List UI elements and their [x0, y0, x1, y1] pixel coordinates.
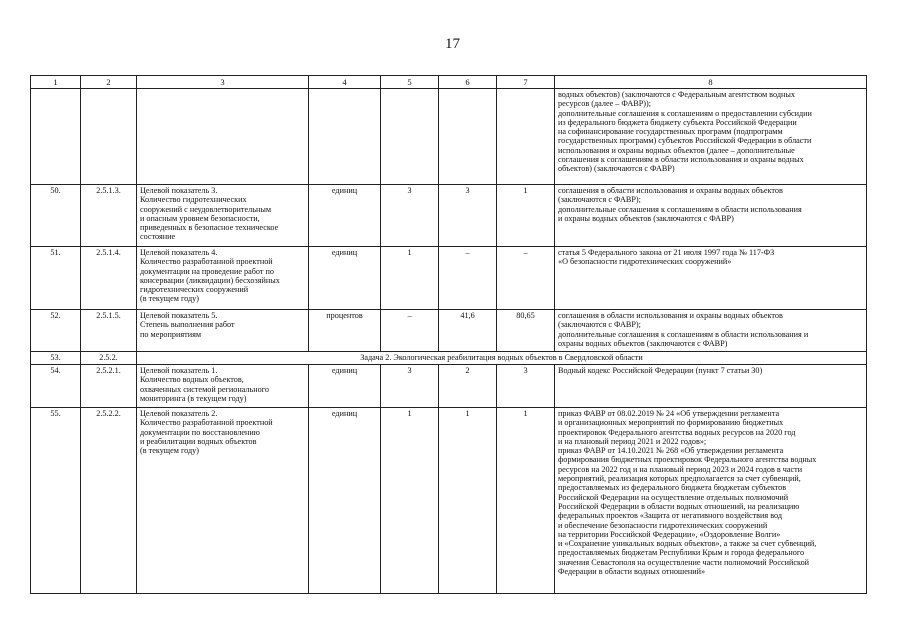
indicators-table: [30, 75, 867, 594]
cell-empty: [497, 89, 555, 185]
cell-row-number: 51.: [31, 247, 81, 310]
cell-value: 3: [381, 185, 439, 247]
cell-row-number: 54.: [31, 365, 81, 408]
task-heading: Задача 2. Экологическая реабилитация водных объектов в Свердловской области: [137, 352, 867, 365]
cell-empty: [81, 89, 137, 185]
table-row: [31, 247, 867, 310]
cell-value: 1: [439, 408, 497, 594]
cell-row-number: 53.: [31, 352, 81, 365]
cell-value: 1: [497, 185, 555, 247]
cell-indicator: Целевой показатель 5. Степень выполнения работ по мероприятиям: [137, 310, 309, 352]
header-cell: 1: [31, 76, 81, 89]
cell-indicator: Целевой показатель 2. Количество разработанной проектной документации по восстановлению и реабилитации водных объектов (в текущем году): [137, 408, 309, 594]
cell-basis: соглашения в области использования и охраны водных объектов (заключаются с ФАВР); дополнительные соглашения к соглашениям в области использования и охраны водных объектов (заключаются с ФАВР): [555, 185, 867, 247]
cell-indicator: Целевой показатель 3. Количество гидротехнических сооружений с неудовлетворительным и опасным уровнем безопасности, приведенных в безопасное техническое состояние: [137, 185, 309, 247]
header-cell: 8: [555, 76, 867, 89]
cell-value: 1: [381, 408, 439, 594]
cell-empty: [309, 89, 381, 185]
cell-unit: единиц: [309, 247, 381, 310]
cell-value: –: [381, 310, 439, 352]
cell-value: 41,6: [439, 310, 497, 352]
cell-basis: Водный кодекс Российской Федерации (пункт 7 статьи 30): [555, 365, 867, 408]
cell-row-number: 50.: [31, 185, 81, 247]
cell-indicator: Целевой показатель 1. Количество водных объектов, охваченных системой регионального мониторинга (в текущем году): [137, 365, 309, 408]
cell-value: –: [439, 247, 497, 310]
header-cell: 2: [81, 76, 137, 89]
header-cell: 6: [439, 76, 497, 89]
cell-empty: [439, 89, 497, 185]
cell-code: 2.5.2.1.: [81, 365, 137, 408]
cell-code: 2.5.2.: [81, 352, 137, 365]
header-cell: 7: [497, 76, 555, 89]
cell-value: 3: [439, 185, 497, 247]
table-row: [31, 408, 867, 594]
cell-empty: [137, 89, 309, 185]
header-cell: 4: [309, 76, 381, 89]
cell-indicator: Целевой показатель 4. Количество разработанной проектной документации на проведение работ по консервации (ликвидации) бесхозяйных гидротехнических сооружений (в текущем году): [137, 247, 309, 310]
header-cell: 5: [381, 76, 439, 89]
cell-unit: процентов: [309, 310, 381, 352]
cell-basis: приказ ФАВР от 08.02.2019 № 24 «Об утверждении регламента и организационных мероприятий по формированию бюджетных проектировок Федерального агентства водных ресурсов на 2020 год и на плановый период 2021 и 2022 годов»; приказ ФАВР от 14.10.2021 № 268 «Об утверждении регламента формирования бюджетных проектировок Федерального агентства водных ресурсов на 2022 год и на плановый период 2023 и 2024 годов в части мероприятий, реализация которых предполагается за счет субвенций, предоставляемых из федерального бюджета бюджетам субъектов Российской Федерации на осуществление отдельных полномочий Российской Федерации в области водных отношений, на реализацию федеральных проектов «Защита от негативного воздействия вод и обеспечение безопасности гидротехнических сооружений на территории Российской Федерации», «Оздоровление Волги» и «Сохранение уникальных водных объектов», а также за счет субвенций, предоставляемых бюджетам Республики Крым и города федерального значения Севастополя на осуществление части полномочий Российской Федерации в области водных отношений»: [555, 408, 867, 594]
cell-basis: соглашения в области использования и охраны водных объектов (заключаются с ФАВР); дополнительные соглашения к соглашениям в области использования и охраны водных объектов (заключаются с ФАВР): [555, 310, 867, 352]
table-row: [31, 310, 867, 352]
cell-empty: [31, 89, 81, 185]
page-number: 17: [445, 36, 460, 52]
cell-basis: статья 5 Федерального закона от 21 июля 1997 года № 117-ФЗ «О безопасности гидротехнических сооружений»: [555, 247, 867, 310]
table-row: [31, 185, 867, 247]
cell-row-number: 52.: [31, 310, 81, 352]
cell-unit: единиц: [309, 365, 381, 408]
cell-value: 3: [497, 365, 555, 408]
cell-code: 2.5.2.2.: [81, 408, 137, 594]
cell-basis: водных объектов) (заключаются с Федеральным агентством водных ресурсов (далее – ФАВР)); дополнительные соглашения к соглашениям о предоставлении субсидии из федерального бюджета бюджету субъекта Российской Федерации на софинансирование государственных программ (подпрограмм государственных программ) субъектов Российской Федерации в области использования и охраны водных объектов (далее – дополнительные соглашения к соглашениям в области использования и охраны водных объектов) (заключаются с ФАВР): [555, 89, 867, 185]
header-cell: 3: [137, 76, 309, 89]
table-row: [31, 365, 867, 408]
cell-code: 2.5.1.3.: [81, 185, 137, 247]
cell-value: 3: [381, 365, 439, 408]
cell-row-number: 55.: [31, 408, 81, 594]
cell-value: 80,65: [497, 310, 555, 352]
cell-value: –: [497, 247, 555, 310]
cell-unit: единиц: [309, 408, 381, 594]
task-row: [31, 352, 867, 365]
header-row: [31, 76, 867, 89]
cell-value: 1: [381, 247, 439, 310]
cell-value: 2: [439, 365, 497, 408]
cell-code: 2.5.1.5.: [81, 310, 137, 352]
table-row-continuation: [31, 89, 867, 185]
cell-empty: [381, 89, 439, 185]
cell-code: 2.5.1.4.: [81, 247, 137, 310]
cell-value: 1: [497, 408, 555, 594]
cell-unit: единиц: [309, 185, 381, 247]
